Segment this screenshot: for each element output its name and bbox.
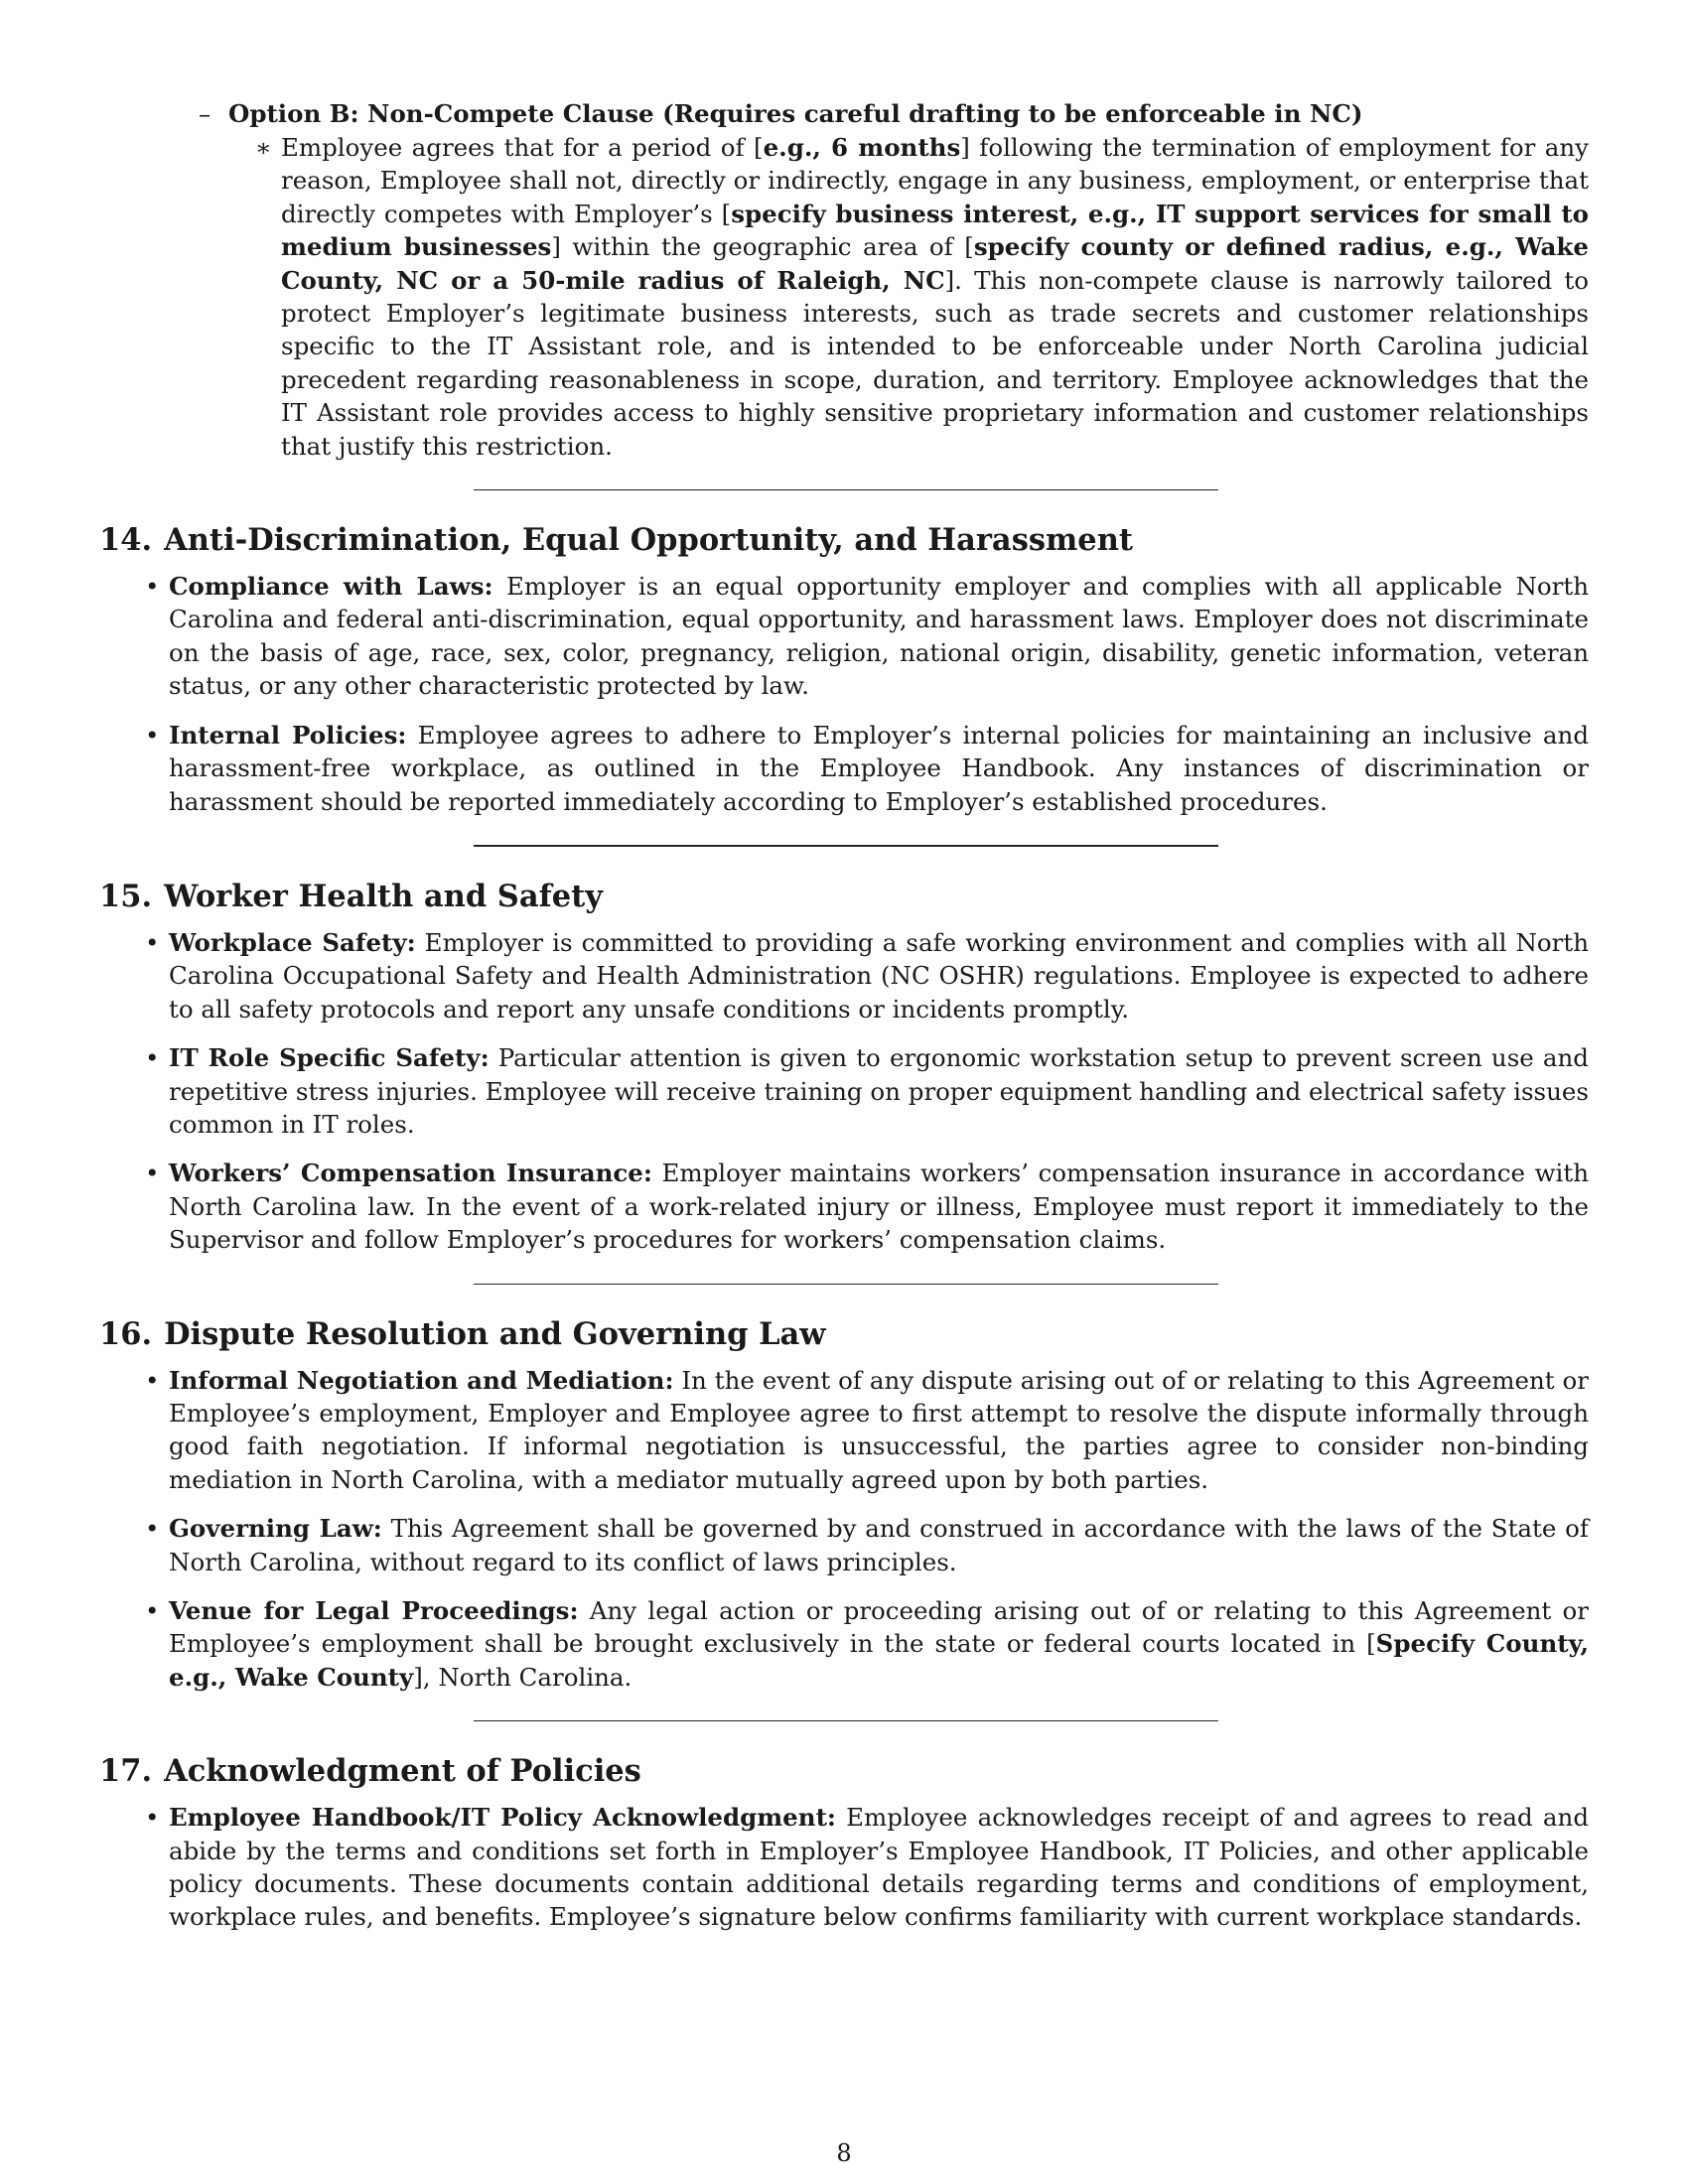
- list-item: [145, 1801, 1590, 1934]
- section-divider: [474, 489, 1218, 490]
- section-16-list: [99, 1364, 1589, 1695]
- section-17-list: [99, 1801, 1589, 1934]
- section-number: 15.: [99, 878, 153, 914]
- bullet-icon: •: [145, 1514, 160, 1544]
- section-15-list: [99, 926, 1589, 1257]
- section-number: 14.: [99, 522, 153, 559]
- item-label: Workplace Safety:: [169, 927, 416, 957]
- item-text: Employee agrees to adhere to Employer’s internal policies for maintaining an inclusive and harassment-free workplace, as outlined in the Employee Handbook. Any instances of discrimination or harassment should be reported immediately according to Employer’s established procedures.: [169, 720, 1590, 816]
- section-divider: [474, 845, 1218, 847]
- list-item: [145, 926, 1589, 1025]
- section-title: Acknowledgment of Policies: [164, 1753, 641, 1790]
- list-item: [145, 1041, 1589, 1141]
- section-heading-15: [99, 877, 1589, 916]
- text-run: Employee agrees that for a period of [: [281, 133, 764, 162]
- item-label: Employee Handbook/IT Policy Acknowledgment:: [169, 1803, 836, 1833]
- item-text: This Agreement shall be governed by and construed in accordance with the laws of the State of North Carolina, without regard to its conflict of laws principles.: [169, 1514, 1589, 1576]
- section-divider: [474, 1720, 1218, 1721]
- list-item: [145, 719, 1590, 818]
- item-text: Any legal action or proceeding arising out of or relating to this Agreement or Employee’s employment shall be brought exclusively in the state or federal courts located in [: [169, 1596, 1589, 1659]
- option-b-title-text: Option B: Non-Compete Clause (Requires careful drafting to be enforceable in NC): [228, 99, 1363, 128]
- bold-placeholder: specify business interest, e.g., IT support services for small to medium businesses: [281, 199, 1590, 262]
- item-label: Internal Policies:: [169, 720, 407, 750]
- section-divider: [474, 1284, 1218, 1285]
- item-text: Employer maintains workers’ compensation insurance in accordance with North Carolina law. In the event of a work-related injury or illness, Employee must report it immediately to the Supervisor and follow Employer’s procedures for workers’ compensation claims.: [169, 1159, 1589, 1255]
- item-label: Informal Negotiation and Mediation:: [169, 1365, 674, 1395]
- text-run: ] following the termination of employment for any reason, Employee shall not, directly or indirectly, engage in any business, employment, or enterprise that directly competes with Employer’s [: [281, 133, 1589, 228]
- section-title: Dispute Resolution and Governing Law: [164, 1315, 826, 1352]
- section-number: 16.: [99, 1315, 153, 1352]
- item-text: ], North Carolina.: [413, 1662, 633, 1692]
- option-b-title: [199, 97, 1589, 131]
- item-label: IT Role Specific Safety:: [169, 1043, 490, 1073]
- item-text: Employee acknowledges receipt of and agrees to read and abide by the terms and conditions set forth in Employer’s Employee Handbook, IT Policies, and other applicable policy documents. These documents contain additional details regarding terms and conditions of employment, workplace rules, and benefits. Employee’s signature below confirms familiarity with current workplace standards.: [169, 1803, 1590, 1932]
- item-text: Employer is committed to providing a safe working environment and complies with all North Carolina Occupational Safety and Health Administration (NC OSHR) regulations. Employee is expected to adhere to all safety protocols and report any unsafe conditions or incidents promptly.: [169, 927, 1589, 1024]
- section-14-list: [99, 570, 1589, 818]
- bold-placeholder: Specify County, e.g., Wake County: [169, 1629, 1589, 1692]
- item-text: In the event of any dispute arising out of or relating to this Agreement or Employee’s employment, Employer and Employee agree to first attempt to resolve the dispute informally through good faith negotiation. If informal negotiation is unsuccessful, the parties agree to consider non-binding mediation in North Carolina, with a mediator mutually agreed upon by both parties.: [169, 1365, 1589, 1494]
- bullet-icon: •: [145, 1803, 160, 1833]
- item-label: Venue for Legal Proceedings:: [169, 1596, 579, 1625]
- section-heading-17: [99, 1751, 1589, 1791]
- item-text: Employer is an equal opportunity employer and complies with all applicable North Carolina and federal anti-discrimination, equal opportunity, and harassment laws. Employer does not discriminate on the basis of age, race, sex, color, pregnancy, religion, national origin, disability, genetic information, veteran status, or any other characteristic protected by law.: [169, 572, 1589, 701]
- bullet-icon: •: [145, 927, 160, 957]
- item-text: Particular attention is given to ergonomic workstation setup to prevent screen use and repetitive stress injuries. Employee will receive training on proper equipment handling and electrical safety issues common in IT roles.: [169, 1043, 1589, 1139]
- section-heading-16: [99, 1314, 1589, 1354]
- list-item: [145, 1157, 1589, 1256]
- section-heading-14: [99, 520, 1589, 560]
- item-label: Workers’ Compensation Insurance:: [169, 1159, 652, 1188]
- section-title: Anti-Discrimination, Equal Opportunity, and Harassment: [164, 522, 1133, 559]
- section-title: Worker Health and Safety: [164, 878, 603, 914]
- bullet-icon: •: [145, 572, 160, 602]
- bullet-icon: •: [145, 1043, 160, 1073]
- page-content: [99, 97, 1589, 1934]
- list-item: [145, 1364, 1589, 1497]
- page-number: 8: [836, 2139, 852, 2167]
- list-item: [145, 1512, 1589, 1578]
- text-run: ]. This non-compete clause is narrowly tailored to protect Employer’s legitimate business interests, such as trade secrets and customer relationships specific to the IT Assistant role, and is intended to be enforceable under North Carolina judicial precedent regarding reasonableness in scope, duration, and territory. Employee acknowledges that the IT Assistant role provides access to highly sensitive proprietary information and customer relationships that justify this restriction.: [281, 265, 1590, 461]
- asterisk-bullet: ∗: [255, 133, 272, 162]
- list-item: [145, 1594, 1589, 1694]
- bullet-icon: •: [145, 1596, 160, 1625]
- bullet-icon: •: [145, 1365, 160, 1395]
- bold-placeholder: specify county or defined radius, e.g., Wake County, NC or a 50-mile radius of Raleigh, NC: [281, 232, 1589, 295]
- item-label: Compliance with Laws:: [169, 572, 493, 602]
- non-compete-paragraph: [255, 131, 1590, 463]
- section-number: 17.: [99, 1753, 153, 1790]
- bold-placeholder: e.g., 6 months: [763, 133, 961, 162]
- bullet-icon: •: [145, 720, 160, 750]
- bullet-icon: •: [145, 1159, 160, 1188]
- item-label: Governing Law:: [169, 1514, 382, 1544]
- text-run: ] within the geographic area of [: [551, 232, 974, 262]
- list-item: [145, 570, 1589, 703]
- dash-marker: –: [199, 99, 211, 128]
